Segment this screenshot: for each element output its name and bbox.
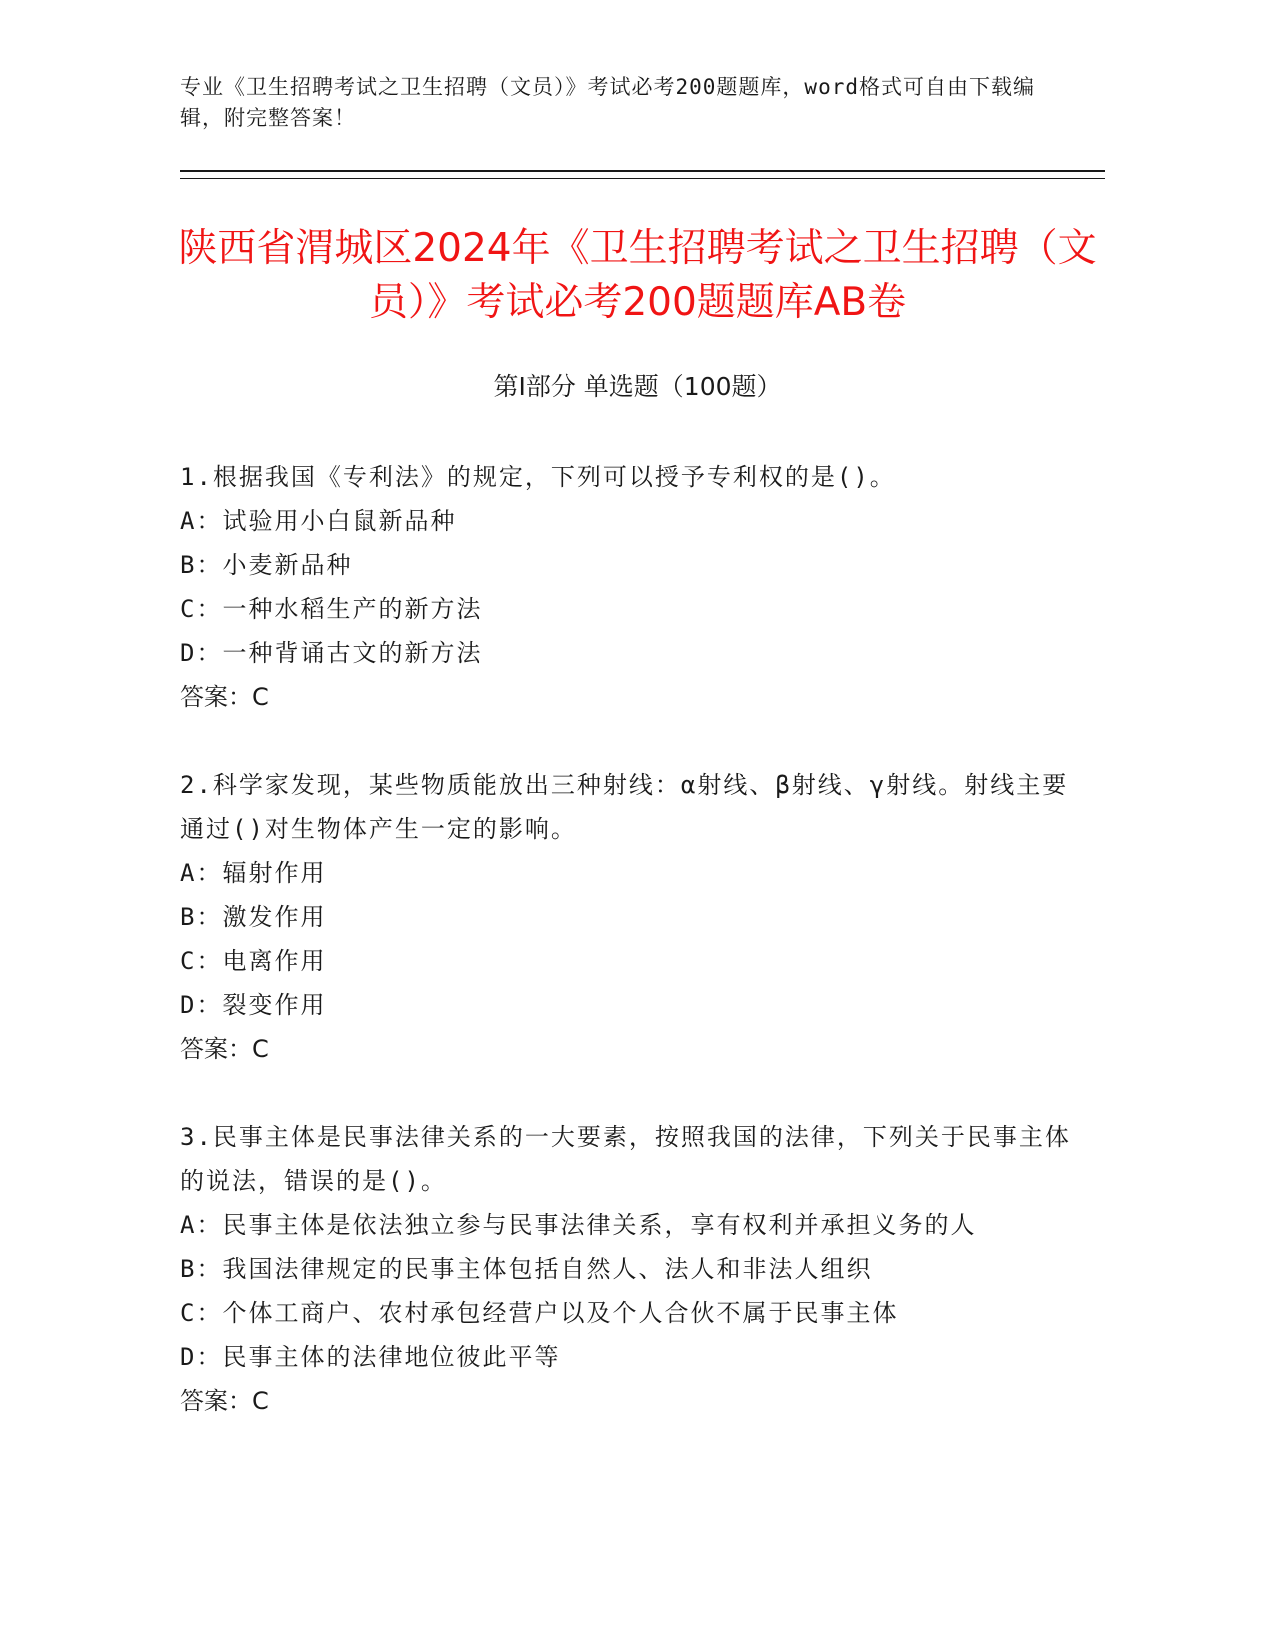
option-a: A：试验用小白鼠新品种	[180, 507, 457, 535]
option-b: B：我国法律规定的民事主体包括自然人、法人和非法人组织	[180, 1255, 873, 1283]
answer: 答案：C	[180, 683, 269, 711]
option-c: C：一种水稻生产的新方法	[180, 595, 483, 623]
option-c: C：个体工商户、农村承包经营户以及个人合伙不属于民事主体	[180, 1299, 899, 1327]
question-stem: 2.科学家发现，某些物质能放出三种射线：α射线、β射线、γ射线。射线主要通过()对生物体产生一定的影响。	[180, 771, 1069, 843]
question-1	[180, 455, 1080, 719]
question-stem: 3.民事主体是民事法律关系的一大要素，按照我国的法律，下列关于民事主体的说法，错误的是()。	[180, 1123, 1071, 1195]
question-stem: 1.根据我国《专利法》的规定，下列可以授予专利权的是()。	[180, 463, 896, 491]
option-d: D：一种背诵古文的新方法	[180, 639, 483, 667]
question-3	[180, 1115, 1080, 1423]
option-a: A：辐射作用	[180, 859, 327, 887]
answer: 答案：C	[180, 1035, 269, 1063]
option-a: A：民事主体是依法独立参与民事法律关系，享有权利并承担义务的人	[180, 1211, 977, 1239]
question-list	[180, 455, 1080, 1467]
option-c: C：电离作用	[180, 947, 327, 975]
option-d: D：民事主体的法律地位彼此平等	[180, 1343, 561, 1371]
header-note: 专业《卫生招聘考试之卫生招聘（文员）》考试必考200题题库，word格式可自由下载编辑，附完整答案！	[180, 75, 1035, 130]
option-b: B：激发作用	[180, 903, 327, 931]
header-divider-thick	[180, 170, 1105, 172]
question-2	[180, 763, 1080, 1071]
document-title: 陕西省渭城区2024年《卫生招聘考试之卫生招聘（文员）》考试必考200题题库AB卷	[178, 226, 1097, 325]
answer: 答案：C	[180, 1387, 269, 1415]
option-d: D：裂变作用	[180, 991, 327, 1019]
option-b: B：小麦新品种	[180, 551, 353, 579]
header-divider-thin	[180, 178, 1105, 179]
section-title: 第Ⅰ部分 单选题（100题）	[493, 372, 782, 401]
